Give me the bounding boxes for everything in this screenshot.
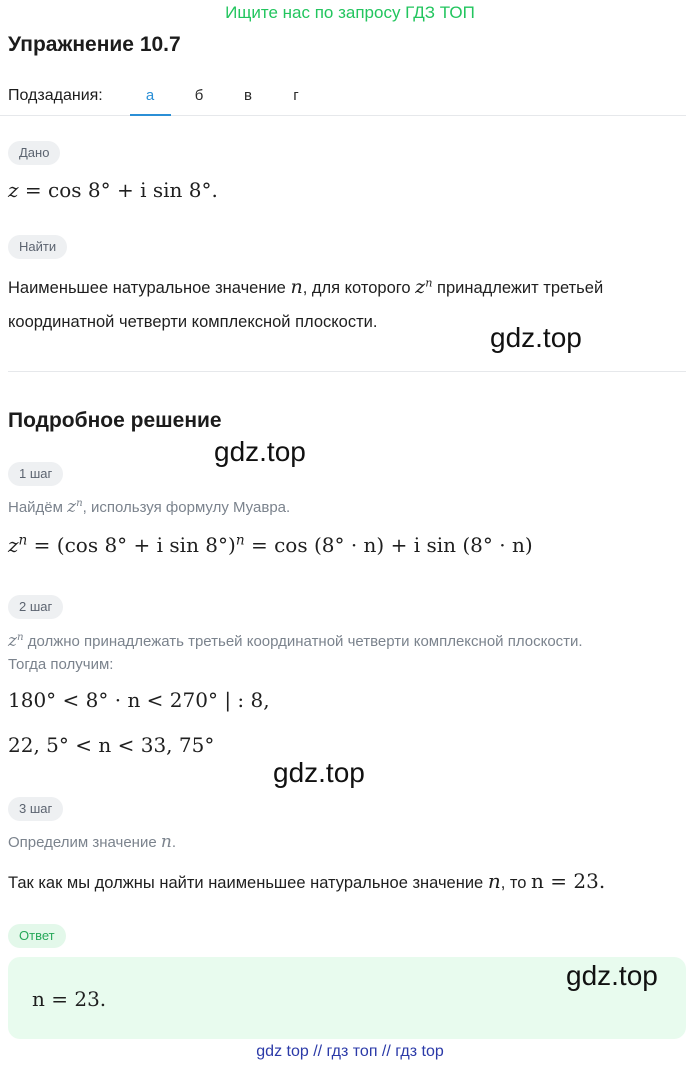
step1-chip: 1 шаг — [8, 462, 63, 486]
step1-formula-z: z — [8, 533, 19, 557]
step2-z: z — [8, 631, 17, 651]
step1-desc-post: , используя формулу Муавра. — [82, 499, 291, 516]
step3-desc — [8, 832, 176, 852]
find-chip: Найти — [8, 235, 67, 259]
tab-g[interactable]: г — [293, 87, 299, 104]
tab-b[interactable]: б — [194, 87, 204, 104]
step1-formula-exp: n — [18, 532, 28, 549]
step1-formula-post: = cos (8° · n) + i sin (8° · n) — [250, 533, 533, 557]
page-title: Упражнение 10.7 — [8, 33, 181, 56]
step1-formula-pre: = (cos 8° + i sin 8°) — [33, 533, 236, 557]
step1-desc — [8, 497, 290, 517]
subtasks-label: Подзадания: — [8, 87, 103, 104]
step3-conclusion-n: n — [487, 869, 501, 893]
section-divider — [8, 371, 686, 372]
step3-desc-text: Определим значение — [8, 834, 161, 851]
find-line-1 — [8, 276, 603, 298]
find-n: n — [290, 276, 303, 298]
footer-links[interactable]: gdz top // гдз топ // гдз top — [256, 1043, 444, 1060]
given-formula — [8, 178, 218, 202]
solution-title: Подробное решение — [8, 409, 222, 432]
tab-v[interactable]: в — [244, 87, 252, 104]
step2-desc-text: должно принадлежать третьей координатной четверти комплексной плоскости. — [23, 633, 583, 650]
step2-chip: 2 шаг — [8, 595, 63, 619]
step3-n: n — [160, 832, 172, 852]
step2-exp: n — [16, 632, 24, 643]
find-exp: n — [425, 276, 433, 290]
watermark-2: gdz.top — [214, 436, 306, 467]
answer-value: n = 23. — [32, 987, 107, 1011]
watermark-3: gdz.top — [273, 757, 365, 788]
step2-desc-2: Тогда получим: — [8, 656, 114, 673]
step1-desc-pre: Найдём — [8, 499, 68, 516]
given-chip: Дано — [8, 141, 60, 165]
find-z: z — [415, 276, 426, 298]
step3-conclusion — [8, 869, 605, 893]
step1-formula — [8, 533, 533, 557]
active-tab-indicator — [130, 114, 171, 116]
step3-conclusion-mid: , то — [500, 874, 532, 892]
step3-conclusion-eq: n = 23. — [531, 869, 606, 893]
find-line-2: координатной четверти комплексной плоскости. — [8, 313, 378, 331]
given-rhs: cos 8° + i sin 8°. — [48, 178, 218, 202]
watermark-4: gdz.top — [566, 960, 658, 991]
top-banner: Ищите нас по запросу ГДЗ ТОП — [225, 3, 475, 22]
find-text-3: принадлежит третьей — [432, 279, 604, 297]
find-text-2: , для которого — [302, 279, 416, 297]
answer-chip: Ответ — [8, 924, 66, 948]
step1-formula-exp2: n — [235, 532, 245, 549]
step3-chip: 3 шаг — [8, 797, 63, 821]
find-text-1: Наименьшее натуральное значение — [8, 279, 291, 297]
given-eq: = — [24, 178, 42, 202]
given-lhs: z — [8, 178, 19, 202]
watermark-1: gdz.top — [490, 322, 582, 353]
step2-inequality-2: 22, 5° < n < 33, 75° — [8, 733, 215, 757]
step2-desc — [8, 631, 583, 651]
step2-inequality-1: 180° < 8° · n < 270° | : 8, — [8, 688, 270, 712]
tab-a[interactable]: а — [145, 87, 155, 104]
step3-desc-end: . — [171, 834, 176, 851]
step3-conclusion-pre: Так как мы должны найти наименьшее натуральное значение — [8, 874, 488, 892]
subtasks-bar — [0, 78, 686, 116]
step1-exp: n — [76, 498, 83, 509]
step1-z: z — [67, 497, 77, 517]
